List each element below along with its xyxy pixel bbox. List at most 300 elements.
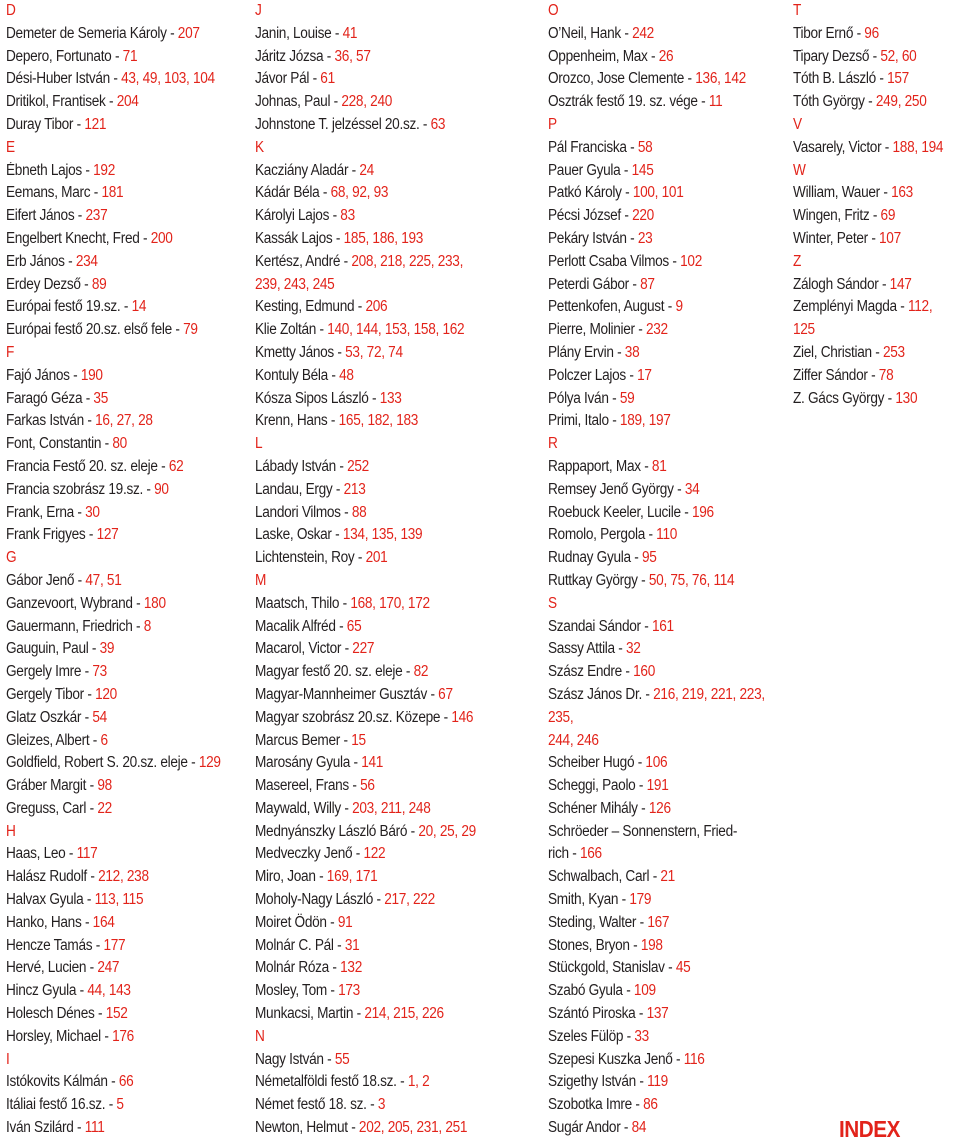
index-entry [6, 1026, 217, 1049]
entry-pages: 24 [359, 161, 374, 179]
index-column-4 [793, 0, 960, 410]
index-entry [548, 1094, 746, 1117]
entry-name: Pauer Gyula - [548, 161, 632, 179]
index-entry [6, 707, 217, 730]
entry-name: Holesch Dénes - [6, 1005, 106, 1023]
entry-name: Gergely Imre - [6, 663, 93, 681]
entry-pages: 16, 27, 28 [95, 412, 153, 430]
entry-pages: 90 [154, 480, 169, 498]
entry-pages: 45 [675, 959, 691, 977]
index-entry [255, 251, 475, 274]
index-entry [6, 912, 217, 935]
entry-pages: 81 [651, 457, 667, 475]
entry-pages: 252 [347, 457, 369, 475]
section-letter: J [255, 2, 262, 19]
index-entry [548, 752, 746, 775]
index-entry [255, 593, 475, 616]
entry-pages: 242 [632, 24, 654, 42]
index-entry [255, 228, 475, 251]
entry-pages: 249, 250 [875, 93, 927, 111]
index-entry [6, 752, 221, 775]
entry-pages: 168, 170, 172 [350, 594, 430, 612]
entry-pages: 239, 243, 245 [255, 275, 335, 293]
index-entry [6, 980, 217, 1003]
entry-name: Pál Franciska - [548, 138, 638, 156]
entry-pages: 188, 194 [892, 138, 944, 156]
entry-pages: 213 [343, 480, 366, 498]
entry-pages: 43, 49, 103, 104 [121, 70, 215, 88]
entry-name: Sassy Attila - [548, 640, 627, 658]
entry-name: Gleizes, Albert - [6, 731, 101, 749]
entry-pages: 20, 25, 29 [418, 822, 476, 840]
entry-name: Európai festő 20.sz. első fele - [6, 321, 184, 339]
entry-pages: 38 [624, 343, 640, 361]
entry-pages: 191 [646, 777, 669, 795]
index-entry [548, 23, 746, 46]
entry-name: Szeles Fülöp - [548, 1027, 635, 1045]
index-entry [6, 182, 217, 205]
section-letter: S [548, 594, 557, 612]
index-entry [255, 866, 475, 889]
entry-name: Németalföldi festő 18.sz. - [255, 1073, 408, 1091]
index-entry [6, 160, 217, 183]
entry-pages: 44, 143 [87, 982, 131, 1000]
index-entry [255, 730, 475, 753]
entry-pages: 35 [93, 389, 108, 407]
entry-pages: 96 [864, 24, 879, 42]
section-letter: D [6, 2, 16, 19]
index-entry [548, 182, 746, 205]
entry-pages: 198 [640, 936, 663, 954]
entry-pages: 130 [895, 389, 918, 407]
index-entry [548, 935, 746, 958]
entry-name: Szigethy István - [548, 1073, 648, 1091]
entry-pages: 100, 101 [632, 184, 684, 202]
index-entry [255, 319, 475, 342]
entry-name: Frank Frigyes - [6, 526, 97, 544]
index-entry [6, 524, 217, 547]
entry-name: rich - [548, 845, 580, 863]
index-entry [255, 524, 475, 547]
entry-pages: 141 [361, 754, 384, 772]
entry-pages: 122 [363, 845, 386, 863]
index-entry [548, 1003, 746, 1026]
entry-pages: 214, 215, 226 [364, 1005, 444, 1023]
index-entry [548, 342, 746, 365]
index-entry [548, 707, 746, 730]
index-entry [255, 502, 475, 525]
entry-name: Miro, Joan - [255, 868, 327, 886]
entry-name: Kontuly Béla - [255, 366, 340, 384]
index-entry [255, 274, 475, 297]
index-entry [255, 661, 475, 684]
entry-pages: 192 [93, 161, 115, 179]
index-entry [548, 957, 746, 980]
entry-name: Demeter de Semeria Károly - [6, 24, 178, 42]
entry-pages: 15 [351, 731, 366, 749]
index-entry [793, 182, 940, 205]
index-entry [548, 91, 746, 114]
entry-pages: 6 [100, 731, 108, 749]
index-entry [793, 296, 940, 319]
entry-name: Frank, Erna - [6, 503, 86, 521]
entry-name: Stückgold, Stanislav - [548, 959, 676, 977]
index-entry [793, 274, 940, 297]
entry-pages: 235, [548, 708, 574, 726]
entry-name: Maatsch, Thilo - [255, 594, 351, 612]
entry-pages: 47, 51 [85, 571, 122, 589]
entry-pages: 216, 219, 221, 223, [653, 685, 765, 703]
entry-pages: 50, 75, 76, 114 [648, 571, 735, 589]
entry-name: Orozco, Jose Clemente - [548, 70, 696, 88]
entry-pages: 98 [97, 777, 112, 795]
entry-name: Francia Festő 20. sz. eleje - [6, 457, 169, 475]
entry-pages: 165, 182, 183 [338, 412, 419, 430]
entry-pages: 102 [680, 252, 702, 270]
entry-name: Romolo, Pergola - [548, 526, 657, 544]
entry-pages: 179 [629, 891, 652, 909]
index-entry [548, 866, 746, 889]
index-entry [255, 410, 475, 433]
index-entry [793, 91, 940, 114]
entry-name: Hincz Gyula - [6, 982, 88, 1000]
entry-pages: 133 [379, 389, 402, 407]
entry-name: Tóth György - [793, 93, 876, 111]
entry-name: Tóth B. László - [793, 70, 888, 88]
entry-name: Perlott Csaba Vilmos - [548, 252, 681, 270]
index-entry [548, 730, 746, 753]
index-entry [548, 479, 746, 502]
section-letter: V [793, 115, 802, 133]
entry-name: Munkacsi, Martin - [255, 1005, 365, 1023]
entry-pages: 106 [645, 754, 668, 772]
section-letter: L [255, 435, 263, 453]
entry-pages: 200 [150, 229, 173, 247]
index-entry [6, 593, 217, 616]
entry-name: Engelbert Knecht, Fred - [6, 229, 151, 247]
index-entry [548, 616, 746, 639]
entry-pages: 1, 2 [407, 1073, 430, 1091]
entry-pages: 127 [96, 526, 119, 544]
entry-name: Steding, Walter - [548, 913, 648, 931]
index-entry [548, 980, 746, 1003]
index-entry [255, 547, 475, 570]
entry-name: Szandai Sándor - [548, 617, 652, 635]
entry-name: Magyar festő 20. sz. eleje - [255, 663, 414, 681]
entry-pages: 253 [882, 343, 905, 361]
index-entry [548, 1117, 746, 1140]
entry-pages: 119 [647, 1073, 668, 1091]
index-entry [6, 1003, 217, 1026]
entry-pages: 61 [320, 70, 335, 88]
entry-pages: 31 [344, 936, 360, 954]
entry-name: Lábady István - [255, 457, 348, 475]
entry-pages: 190 [80, 366, 103, 384]
section-letter: T [793, 2, 802, 19]
index-entry [6, 775, 217, 798]
entry-name: Európai festő 19.sz. - [6, 298, 132, 316]
index-entry [6, 251, 217, 274]
entry-name: Ébneth Lajos - [6, 161, 94, 179]
entry-name: Halász Rudolf - [6, 868, 99, 886]
index-entry [255, 1003, 475, 1026]
entry-pages: 237 [85, 207, 108, 225]
entry-name: Klie Zoltán - [255, 321, 328, 339]
entry-pages: 204 [116, 93, 139, 111]
entry-name: Nagy István - [255, 1050, 335, 1068]
entry-pages: 234 [75, 252, 98, 270]
entry-name: Lichtenstein, Roy - [255, 549, 366, 567]
entry-pages: 117 [76, 845, 98, 863]
index-entry [6, 1094, 217, 1117]
entry-name: Glatz Oszkár - [6, 708, 93, 726]
index-entry [6, 1071, 217, 1094]
entry-name: Erb János - [6, 252, 76, 270]
entry-pages: 71 [122, 47, 138, 65]
entry-name: Szobotka Imre - [548, 1096, 644, 1114]
entry-name: Macarol, Victor - [255, 640, 353, 658]
entry-pages: 30 [85, 503, 100, 521]
index-entry [255, 935, 475, 958]
entry-pages: 9 [675, 298, 683, 316]
entry-name: Schwalbach, Carl - [548, 868, 661, 886]
entry-name: Szász János Dr. - [548, 685, 654, 703]
index-entry [548, 160, 746, 183]
index-column-3 [548, 0, 773, 1140]
section-letter: I [6, 1050, 10, 1068]
entry-name: Landau, Ergy - [255, 480, 344, 498]
index-entry [548, 912, 746, 935]
entry-name: Mosley, Tom - [255, 982, 339, 1000]
entry-pages: 8 [143, 617, 151, 635]
entry-name: Patkó Károly - [548, 184, 633, 202]
entry-pages: 80 [112, 435, 127, 453]
entry-name: Johnstone T. jelzéssel 20.sz. - [255, 115, 431, 133]
entry-name: Zálogh Sándor - [793, 275, 890, 293]
entry-pages: 23 [637, 229, 653, 247]
section-letter: P [548, 115, 557, 133]
entry-pages: 167 [647, 913, 670, 931]
index-entry [793, 342, 940, 365]
section-letter: N [255, 1027, 265, 1045]
index-entry [6, 319, 217, 342]
entry-name: Dritikol, Frantisek - [6, 93, 117, 111]
entry-pages: 59 [619, 389, 635, 407]
index-entry [6, 889, 217, 912]
entry-name: Landori Vilmos - [255, 503, 352, 521]
entry-name: Vasarely, Victor - [793, 138, 893, 156]
entry-pages: 95 [641, 549, 657, 567]
entry-name: Duray Tibor - [6, 115, 85, 133]
entry-pages: 11 [708, 93, 723, 111]
entry-pages: 152 [105, 1005, 128, 1023]
entry-pages: 145 [631, 161, 654, 179]
index-entry [255, 775, 475, 798]
section-letter: F [6, 343, 15, 361]
entry-pages: 180 [143, 594, 166, 612]
index-entry [6, 296, 217, 319]
index-entry [6, 638, 217, 661]
entry-pages: 147 [889, 275, 912, 293]
entry-name: Pettenkofen, August - [548, 298, 676, 316]
entry-pages: 132 [340, 959, 362, 977]
entry-name: Dési-Huber István - [6, 70, 122, 88]
index-entry [255, 160, 475, 183]
entry-name: Roebuck Keeler, Lucile - [548, 503, 692, 521]
entry-name: Greguss, Carl - [6, 799, 98, 817]
index-entry [6, 68, 217, 91]
entry-pages: 173 [338, 982, 360, 1000]
entry-pages: 247 [97, 959, 120, 977]
entry-pages: 163 [891, 184, 913, 202]
entry-name: Laske, Oskar - [255, 526, 343, 544]
entry-pages: 120 [95, 685, 117, 703]
entry-name: Kertész, André - [255, 252, 352, 270]
section-letter: E [6, 138, 15, 156]
index-entry [793, 365, 940, 388]
entry-name: Halvax Gyula - [6, 891, 95, 909]
entry-pages: 232 [645, 321, 668, 339]
entry-pages: 181 [101, 184, 124, 202]
index-entry [6, 502, 217, 525]
index-entry [255, 91, 475, 114]
entry-pages: 17 [637, 366, 652, 384]
entry-name: Stones, Bryon - [548, 936, 641, 954]
index-entry [255, 889, 475, 912]
index-entry [548, 502, 746, 525]
entry-name: Macalik Alfréd - [255, 617, 347, 635]
index-entry [548, 137, 746, 160]
entry-name: Kacziány Aladár - [255, 161, 360, 179]
entry-name: Oppenheim, Max - [548, 47, 659, 65]
index-entry [6, 274, 217, 297]
entry-name: Gergely Tibor - [6, 685, 96, 703]
entry-name: Magyar szobrász 20.sz. Közepe - [255, 708, 452, 726]
section-letter: R [548, 435, 558, 453]
section-letter: Z [793, 252, 802, 270]
index-entry [255, 1049, 475, 1072]
entry-pages: 169, 171 [326, 868, 378, 886]
entry-pages: 217, 222 [384, 891, 435, 909]
entry-pages: 228, 240 [341, 93, 393, 111]
entry-name: Tipary Dezső - [793, 47, 881, 65]
index-entry [793, 319, 940, 342]
index-entry [548, 205, 746, 228]
entry-pages: 208, 218, 225, 233, [351, 252, 464, 270]
entry-pages: 87 [640, 275, 655, 293]
entry-pages: 201 [365, 549, 388, 567]
entry-name: Rappaport, Max - [548, 457, 652, 475]
index-entry [255, 46, 475, 69]
index-entry [548, 296, 746, 319]
index-entry [6, 684, 217, 707]
index-entry [255, 1094, 475, 1117]
index-entry [6, 479, 217, 502]
entry-pages: 91 [337, 913, 353, 931]
section-letter: G [6, 549, 17, 567]
index-entry [548, 274, 746, 297]
entry-pages: 89 [91, 275, 107, 293]
entry-name: Gábor Jenő - [6, 571, 86, 589]
entry-name: Schröeder – Sonnenstern, Fried- [548, 822, 738, 840]
entry-name: Molnár C. Pál - [255, 936, 345, 954]
section-letter: O [548, 2, 559, 19]
index-entry [548, 410, 746, 433]
entry-name: Schéner Mihály - [548, 799, 649, 817]
index-entry [255, 912, 475, 935]
index-entry [548, 388, 746, 411]
index-column-1 [6, 0, 246, 1140]
entry-pages: 34 [684, 480, 700, 498]
index-entry [548, 684, 765, 707]
entry-pages: 83 [340, 207, 355, 225]
entry-name: Erdey Dezső - [6, 275, 92, 293]
index-entry [548, 889, 746, 912]
index-entry [6, 205, 217, 228]
entry-name: Faragó Géza - [6, 389, 94, 407]
entry-pages: 160 [633, 663, 655, 681]
index-entry [255, 114, 475, 137]
index-entry [6, 433, 217, 456]
entry-name: Kósza Sipos László - [255, 389, 380, 407]
index-entry [6, 410, 217, 433]
entry-pages: 203, 211, 248 [352, 799, 431, 817]
entry-name: Gráber Margit - [6, 777, 98, 795]
index-entry [548, 661, 746, 684]
index-entry [548, 570, 746, 593]
entry-pages: 206 [365, 298, 388, 316]
entry-name: Gauguin, Paul - [6, 640, 100, 658]
entry-pages: 110 [656, 526, 678, 544]
entry-pages: 5 [116, 1096, 124, 1114]
index-entry [6, 46, 217, 69]
entry-pages: 26 [658, 47, 674, 65]
index-entry [548, 1049, 746, 1072]
entry-name: Scheiber Hugó - [548, 754, 646, 772]
entry-name: Depero, Fortunato - [6, 47, 123, 65]
entry-name: Winter, Peter - [793, 229, 880, 247]
entry-name: Járitz Józsa - [255, 47, 335, 65]
index-entry [548, 251, 746, 274]
index-entry [255, 957, 475, 980]
entry-pages: 22 [97, 799, 112, 817]
entry-name: Hanko, Hans - [6, 913, 93, 931]
entry-name: O’Neil, Hank - [548, 24, 633, 42]
entry-name: Smith, Kyan - [548, 891, 630, 909]
entry-name: Pólya Iván - [548, 389, 620, 407]
entry-pages: 88 [351, 503, 367, 521]
index-entry [255, 456, 475, 479]
entry-name: Rudnay Gyula - [548, 549, 642, 567]
entry-pages: 126 [648, 799, 671, 817]
entry-name: Tibor Ernő - [793, 24, 865, 42]
index-entry [548, 1026, 746, 1049]
entry-name: Remsey Jenő György - [548, 480, 685, 498]
entry-pages: 212, 238 [98, 868, 149, 886]
entry-pages: 58 [637, 138, 653, 156]
index-entry [793, 68, 940, 91]
entry-name: Molnár Róza - [255, 959, 341, 977]
entry-pages: 161 [651, 617, 674, 635]
entry-pages: 164 [92, 913, 115, 931]
index-entry [548, 319, 746, 342]
entry-name: Károlyi Lajos - [255, 207, 341, 225]
index-entry [255, 821, 475, 844]
entry-pages: 112, [908, 298, 933, 316]
entry-pages: 107 [879, 229, 901, 247]
entry-pages: 52, 60 [880, 47, 917, 65]
index-entry [793, 205, 940, 228]
